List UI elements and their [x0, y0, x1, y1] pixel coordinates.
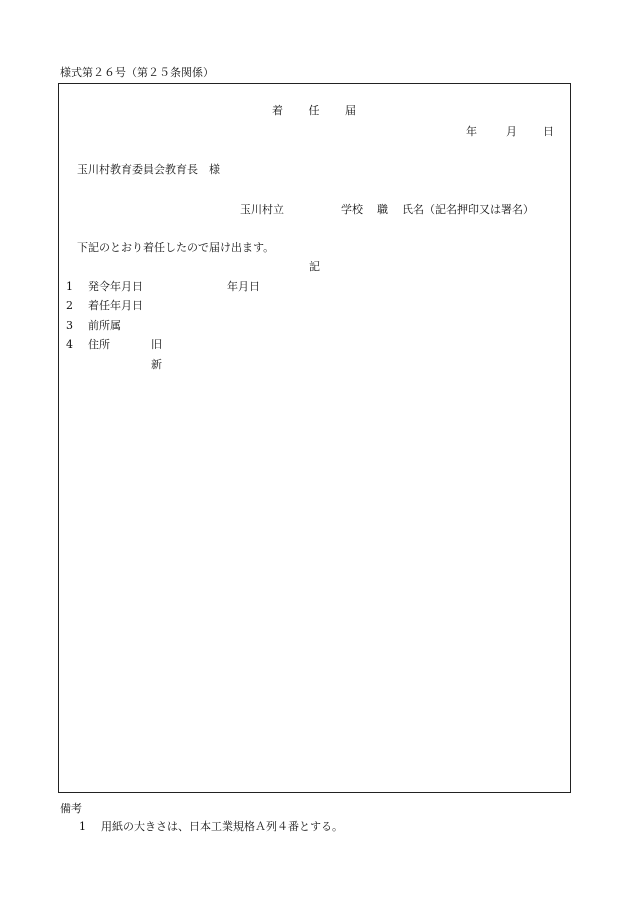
address-old-label: 旧: [151, 338, 162, 351]
notes-heading: 備考: [60, 802, 82, 815]
item-value: 年月日: [227, 280, 260, 293]
item-label: 発令年月日: [88, 280, 143, 293]
item-label: 着任年月日: [88, 299, 143, 312]
item-label: 住所: [88, 338, 110, 351]
intro-text: 下記のとおり着任したので届け出ます。: [77, 241, 275, 254]
form-title: [272, 104, 356, 118]
ki-heading: 記: [309, 260, 320, 273]
signature-position: 職: [377, 203, 388, 216]
signature-village: 玉川村立: [240, 203, 284, 216]
date-day: 日: [543, 125, 554, 138]
addressee: 玉川村教育委員会教育長 様: [77, 163, 220, 176]
item-number: 1: [66, 280, 73, 293]
item-number: 4: [66, 338, 73, 351]
note-text: 用紙の大きさは、日本工業規格Ａ列４番とする。: [101, 820, 343, 833]
item-number: 3: [66, 319, 73, 332]
title-text: 着 任 届: [272, 104, 356, 117]
signature-name: 氏名（記名押印又は署名）: [402, 203, 534, 216]
note-number: 1: [79, 820, 86, 833]
form-frame: [58, 83, 571, 793]
date-month: 月: [506, 125, 517, 138]
form-label: 様式第２６号（第２５条関係）: [60, 66, 214, 79]
signature-school: 学校: [341, 203, 363, 216]
item-label: 前所属: [88, 319, 121, 332]
item-number: 2: [66, 299, 73, 312]
date-year: 年: [466, 125, 477, 138]
address-new-label: 新: [151, 358, 162, 371]
